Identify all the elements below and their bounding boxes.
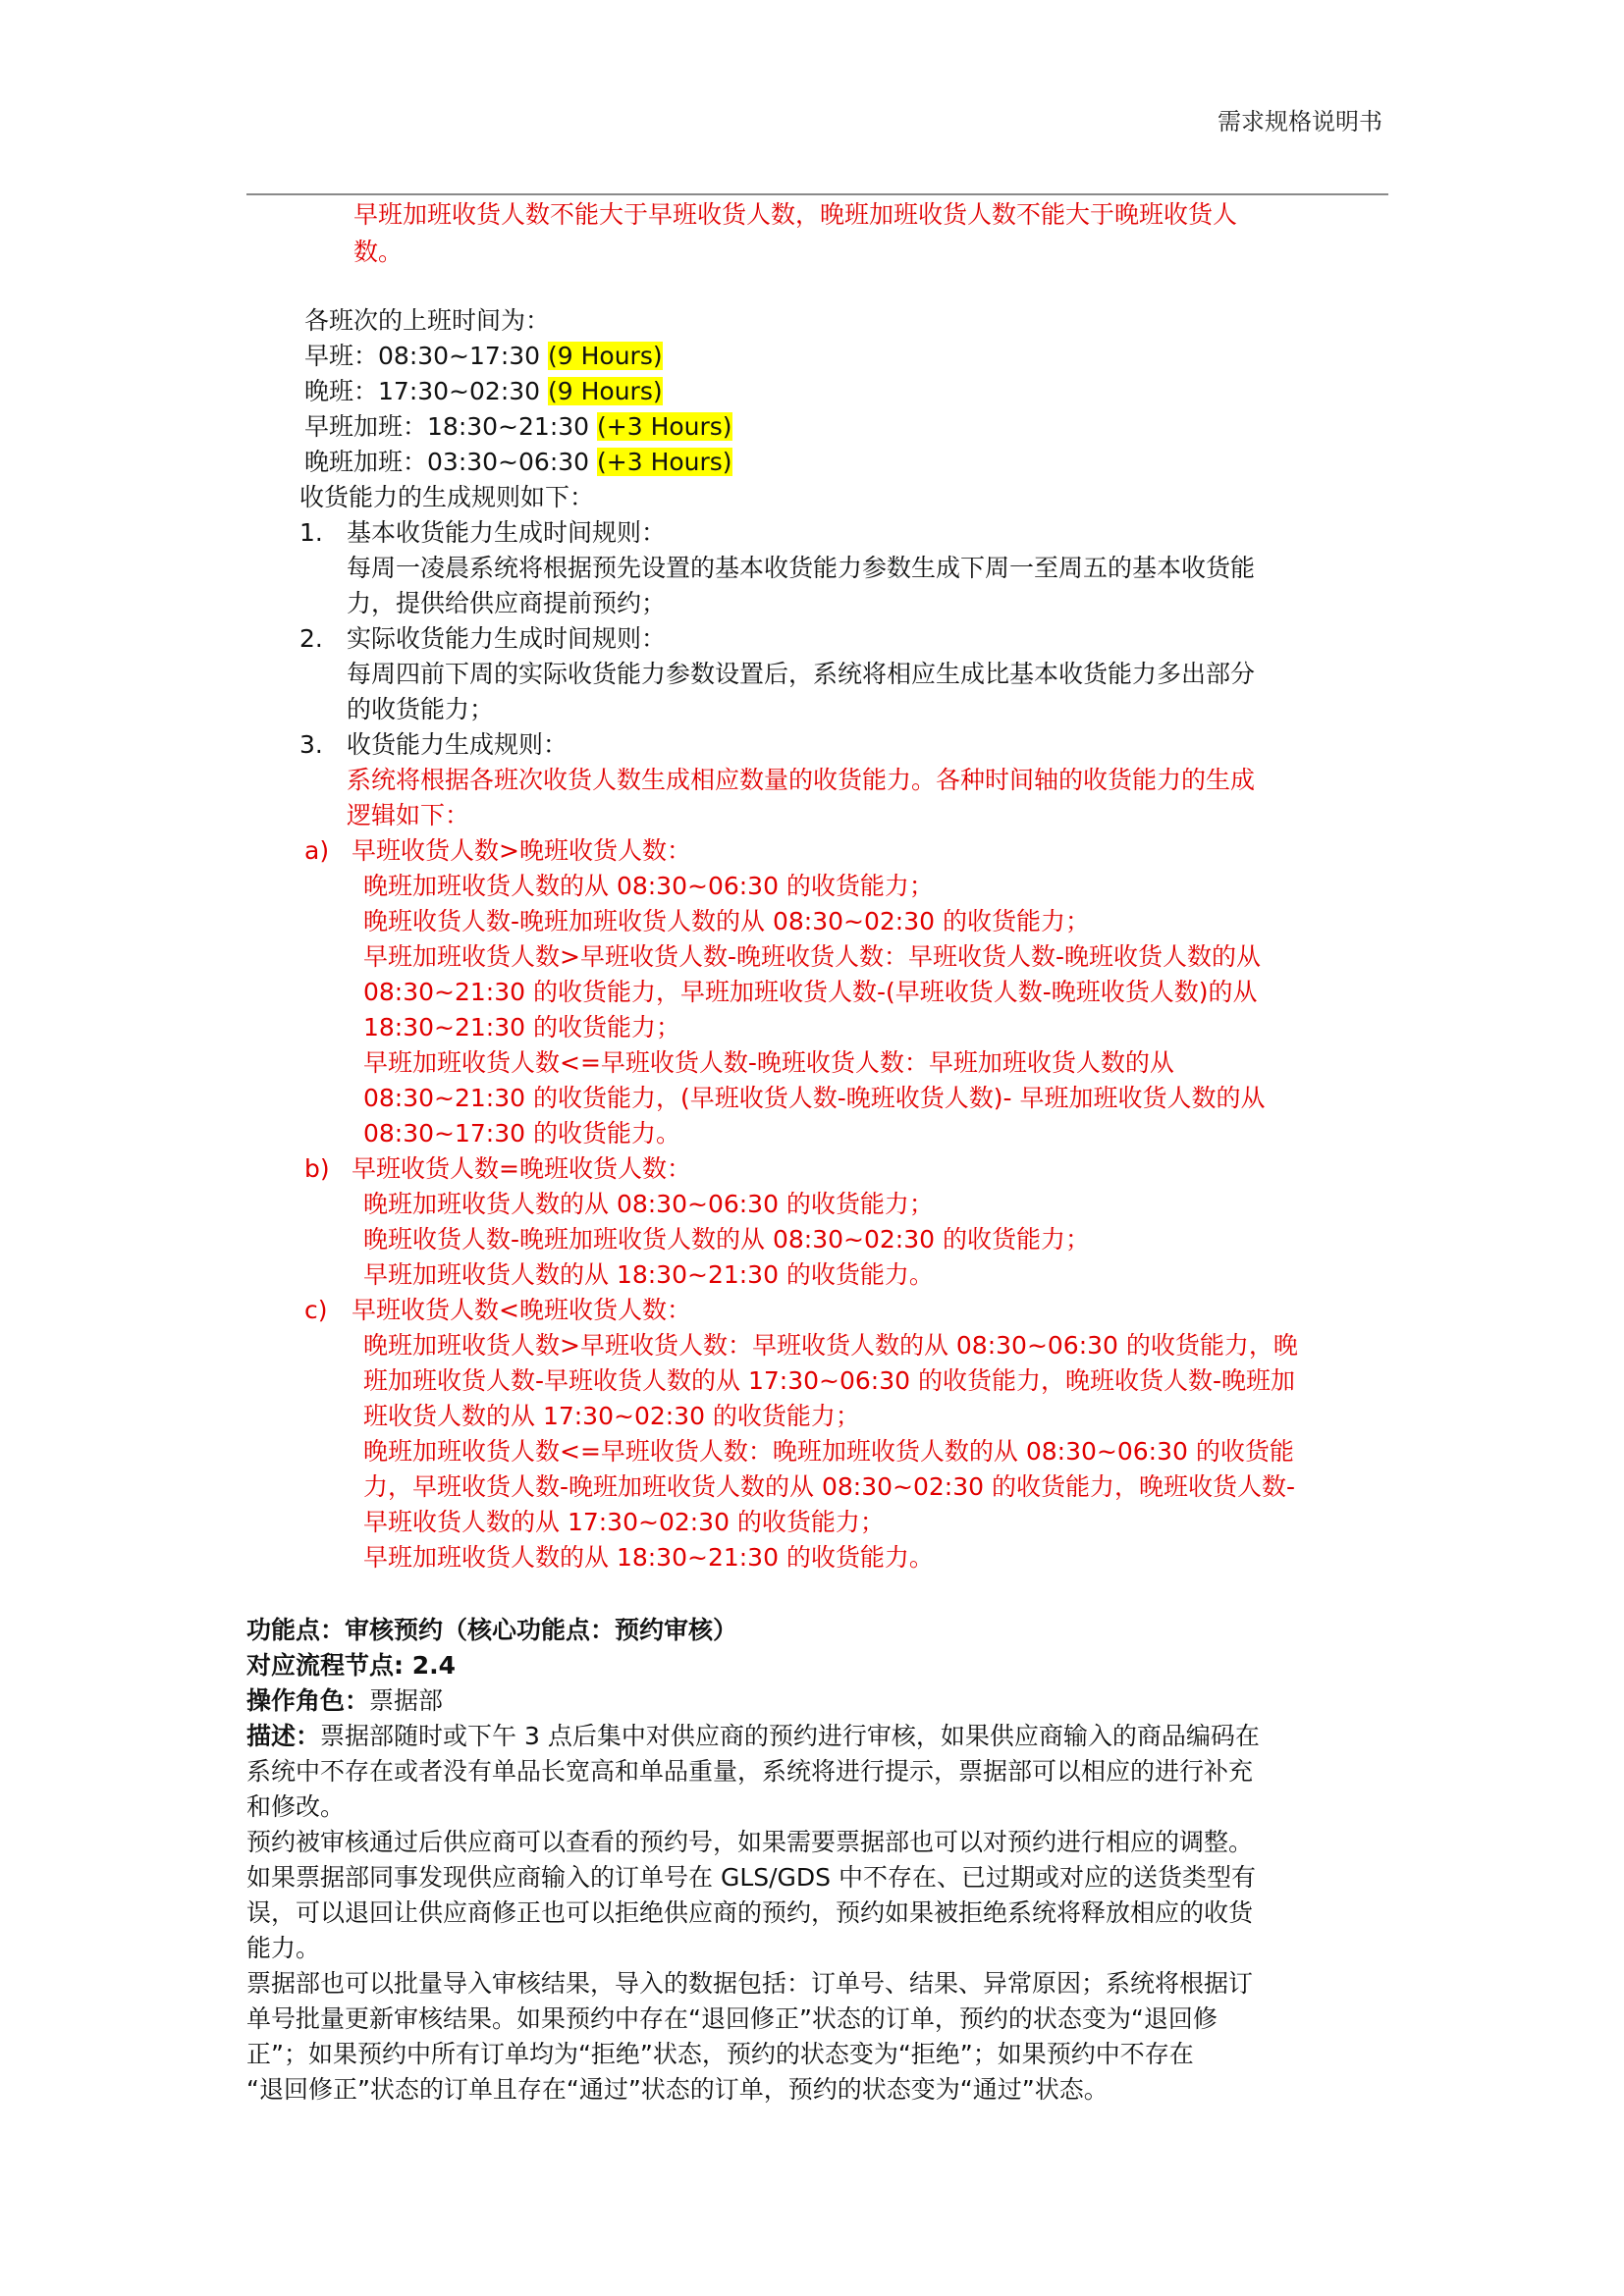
shift-row-late [304,375,663,408]
case-a-line: 晚班收货人数-晚班加班收货人数的从 08:30~02:30 的收货能力； [363,907,1090,935]
rule-line-2: 数。 [353,238,404,266]
feature-desc-line: 预约被审核通过后供应商可以查看的预约号，如果需要票据部也可以对预约进行相应的调整。 [246,1828,1254,1856]
case-c-title [304,1294,691,1327]
shift-hours-highlight: (+3 Hours) [597,448,732,476]
shift-label: 晚班： [304,377,379,405]
case-title: 早班收货人数<晚班收货人数： [352,1296,691,1324]
feature-desc-line: 误，可以退回让供应商修正也可以拒绝供应商的预约，预约如果被拒绝系统将释放相应的收货 [246,1898,1254,1927]
case-b-title [304,1152,691,1186]
list-title: 收货能力生成规则： [347,730,568,759]
role-value: 票据部 [369,1686,444,1715]
shift-hours-highlight: (+3 Hours) [597,412,732,441]
case-a-line: 晚班加班收货人数的从 08:30~06:30 的收货能力； [363,872,934,900]
case-a-line: 18:30~21:30 的收货能力； [363,1013,680,1041]
capacity-rule-1-title [299,516,666,550]
list-number: 1. [299,518,323,547]
case-a-title [304,834,691,868]
shift-label: 晚班加班： [304,448,428,476]
feature-desc-line: 能力。 [246,1934,321,1962]
feature-desc-first-line [246,1720,1260,1753]
shift-row-late-overtime [304,446,732,479]
case-title: 早班收货人数=晚班收货人数： [352,1154,691,1183]
desc-text: 票据部随时或下午 3 点后集中对供应商的预约进行审核，如果供应商输入的商品编码在 [320,1722,1260,1750]
feature-role [246,1684,443,1718]
case-c-line: 晚班加班收货人数>早班收货人数：早班收货人数的从 08:30~06:30 的收货能力，晚 [363,1331,1298,1360]
list-number: 3. [299,730,323,759]
capacity-rules-heading: 收货能力的生成规则如下： [299,483,595,511]
shift-hours-highlight: (9 Hours) [548,342,663,370]
shift-row-early [304,340,663,373]
feature-flow-node: 对应流程节点: 2.4 [246,1651,456,1680]
list-title: 基本收货能力生成时间规则： [347,518,667,547]
capacity-rule-2-title [299,622,666,656]
capacity-rule-3-line: 系统将根据各班次收货人数生成相应数量的收货能力。各种时间轴的收货能力的生成 [347,766,1256,794]
shift-time: 03:30~06:30 [427,448,590,476]
capacity-rule-3-title [299,728,568,762]
case-a-line: 08:30~21:30 的收货能力，(早班收货人数-晚班收货人数)- 早班加班收货人数的从 [363,1084,1266,1112]
capacity-rule-1-line: 每周一凌晨系统将根据预先设置的基本收货能力参数生成下周一至周五的基本收货能 [347,554,1256,582]
feature-desc-line: 票据部也可以批量导入审核结果，导入的数据包括：订单号、结果、异常原因；系统将根据订 [246,1969,1254,1998]
rule-line-1: 早班加班收货人数不能大于早班收货人数，晚班加班收货人数不能大于晚班收货人 [353,200,1238,229]
case-c-line: 班加班收货人数-早班收货人数的从 17:30~06:30 的收货能力，晚班收货人数-晚班加 [363,1366,1295,1395]
capacity-rule-2-line: 的收货能力； [347,695,495,723]
case-a-line: 早班加班收货人数<=早班收货人数-晚班收货人数：早班加班收货人数的从 [363,1048,1174,1077]
shift-label: 早班： [304,342,379,370]
shift-time: 08:30~17:30 [378,342,541,370]
shift-hours-highlight: (9 Hours) [548,377,663,405]
case-label: b) [304,1154,330,1183]
case-b-line: 早班加班收货人数的从 18:30~21:30 的收货能力。 [363,1260,934,1289]
capacity-rule-1-line: 力，提供给供应商提前预约； [347,589,667,617]
list-title: 实际收货能力生成时间规则： [347,624,667,653]
shift-label: 早班加班： [304,412,428,441]
header-divider [246,193,1388,195]
case-c-line: 班收货人数的从 17:30~02:30 的收货能力； [363,1402,860,1430]
desc-label: 描述： [246,1722,321,1750]
shift-row-early-overtime [304,410,732,444]
shift-time: 17:30~02:30 [378,377,541,405]
case-a-line: 08:30~21:30 的收货能力，早班加班收货人数-(早班收货人数-晚班收货人数)的从 [363,978,1258,1006]
case-c-line: 力，早班收货人数-晚班加班收货人数的从 08:30~02:30 的收货能力，晚班收货人数- [363,1472,1295,1501]
case-b-line: 晚班加班收货人数的从 08:30~06:30 的收货能力； [363,1190,934,1218]
feature-desc-line: 正”；如果预约中所有订单均为“拒绝”状态，预约的状态变为“拒绝”；如果预约中不存在 [246,2040,1194,2068]
case-label: c) [304,1296,328,1324]
feature-title: 功能点：审核预约（核心功能点：预约审核） [246,1616,738,1644]
case-c-line: 晚班加班收货人数<=早班收货人数：晚班加班收货人数的从 08:30~06:30 的收货能 [363,1437,1294,1466]
feature-desc-line: 和修改。 [246,1792,346,1821]
case-a-line: 早班加班收货人数>早班收货人数-晚班收货人数：早班收货人数-晚班收货人数的从 [363,942,1261,971]
case-title: 早班收货人数>晚班收货人数： [352,836,691,865]
feature-desc-line: 系统中不存在或者没有单品长宽高和单品重量，系统将进行提示，票据部可以相应的进行补充 [246,1757,1254,1786]
case-c-line: 早班加班收货人数的从 18:30~21:30 的收货能力。 [363,1543,934,1572]
capacity-rule-2-line: 每周四前下周的实际收货能力参数设置后，系统将相应生成比基本收货能力多出部分 [347,660,1256,688]
case-c-line: 早班收货人数的从 17:30~02:30 的收货能力； [363,1508,885,1536]
role-label: 操作角色： [246,1686,370,1715]
feature-desc-line: “退回修正”状态的订单且存在“通过”状态的订单，预约的状态变为“通过”状态。 [246,2075,1109,2104]
capacity-rule-3-line: 逻辑如下： [347,801,470,829]
case-label: a) [304,836,330,865]
feature-desc-line: 如果票据部同事发现供应商输入的订单号在 GLS/GDS 中不存在、已过期或对应的送货类型有 [246,1863,1256,1892]
feature-desc-line: 单号批量更新审核结果。如果预约中存在“退回修正”状态的订单，预约的状态变为“退回修 [246,2004,1218,2033]
case-a-line: 08:30~17:30 的收货能力。 [363,1119,680,1148]
case-b-line: 晚班收货人数-晚班加班收货人数的从 08:30~02:30 的收货能力； [363,1225,1090,1254]
shift-time: 18:30~21:30 [427,412,590,441]
document-title: 需求规格说明书 [1218,108,1382,135]
list-number: 2. [299,624,323,653]
shift-times-heading: 各班次的上班时间为： [304,306,551,335]
